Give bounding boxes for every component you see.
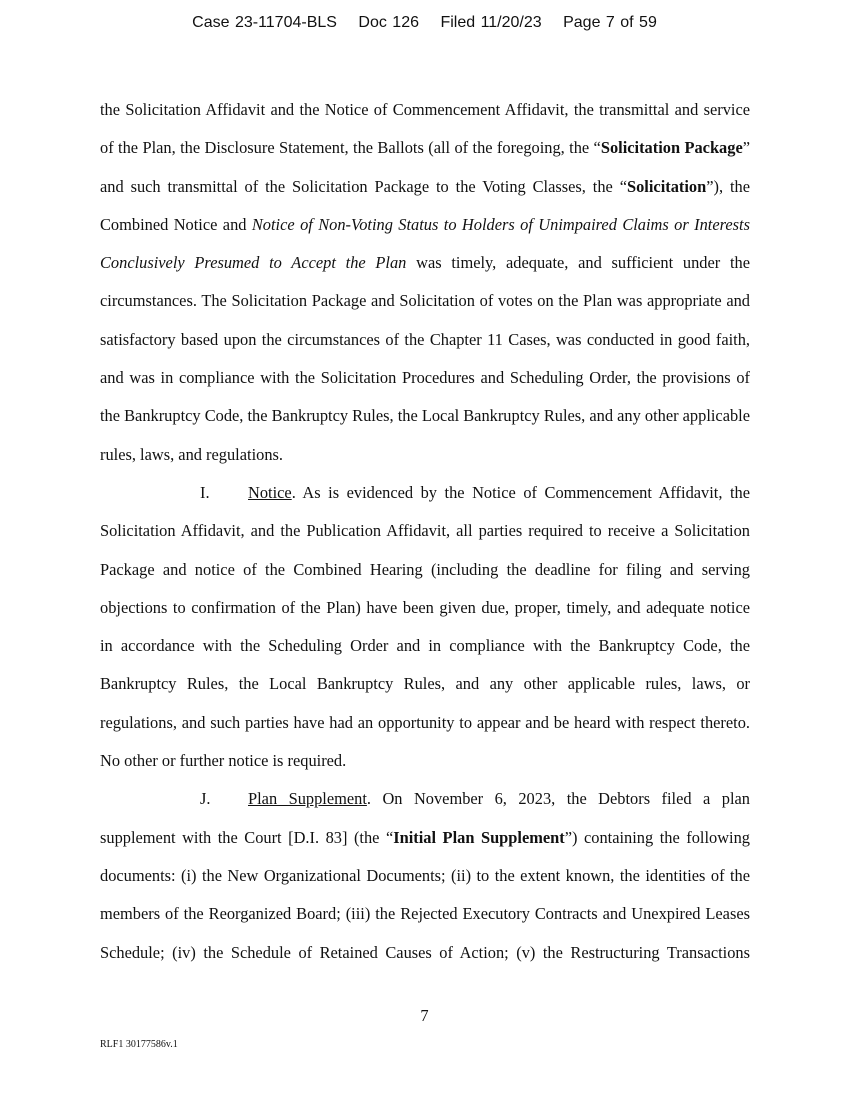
section-heading: Notice <box>248 482 292 502</box>
text-segment: in accordance with the Scheduling Order and in compliance with the Bankruptcy Code, the <box>100 636 750 656</box>
text-line <box>100 436 750 474</box>
defined-term: Solicitation <box>627 176 707 196</box>
text-line <box>100 704 750 742</box>
text-segment: members of the Reorganized Board; (iii) the Rejected Executory Contracts and Unexpired Leases <box>100 904 750 924</box>
text-line <box>100 282 750 320</box>
filing-header <box>0 14 849 32</box>
text-segment: regulations, and such parties have had an opportunity to appear and be heard with respect thereto. <box>100 712 750 732</box>
text-segment: Solicitation Affidavit, and the Publication Affidavit, all parties required to receive a Solicitation <box>100 521 750 541</box>
text-line <box>100 168 750 206</box>
doc-number: Doc 126 <box>358 14 419 31</box>
paragraph-j <box>100 780 750 971</box>
text-line <box>100 551 750 589</box>
section-number: I. <box>200 482 210 502</box>
text-segment: Schedule; (iv) the Schedule of Retained Causes of Action; (v) the Restructuring Transactions <box>100 942 750 962</box>
case-number: Case 23-11704-BLS <box>192 14 337 31</box>
text-line <box>100 589 750 627</box>
page-count: Page 7 of 59 <box>563 14 657 31</box>
italic-title: Conclusively Presumed to Accept the Plan <box>100 253 407 273</box>
italic-title: Notice of Non-Voting Status to Holders of Unimpaired Claims or Interests <box>251 214 750 234</box>
text-segment: satisfactory based upon the circumstances of the Chapter 11 Cases, was conducted in good faith, <box>100 329 750 349</box>
text-line <box>100 819 750 857</box>
document-body <box>100 91 750 972</box>
text-segment: ”), the <box>706 176 750 196</box>
text-line <box>100 857 750 895</box>
text-segment: documents: (i) the New Organizational Documents; (ii) to the extent known, the identities of the <box>100 865 750 885</box>
text-line <box>100 206 750 244</box>
section-number: J. <box>200 789 211 809</box>
defined-term: Initial Plan Supplement <box>393 827 565 847</box>
text-segment: ” <box>742 138 750 158</box>
text-line <box>100 91 750 129</box>
text-segment: the Solicitation Affidavit and the Notice of Commencement Affidavit, the transmittal and service <box>100 100 750 119</box>
text-segment: . On November 6, 2023, the Debtors filed a plan <box>366 789 750 809</box>
page-number: 7 <box>420 1006 429 1025</box>
text-line <box>100 512 750 550</box>
text-line <box>100 129 750 167</box>
text-line <box>100 895 750 933</box>
text-line <box>100 397 750 435</box>
text-line <box>100 780 750 818</box>
text-line <box>100 321 750 359</box>
paragraph-i <box>100 474 750 780</box>
text-segment: supplement with the Court [D.I. 83] (the “ <box>100 827 394 847</box>
document-id-footer: RLF1 30177586v.1 <box>100 1039 178 1050</box>
text-line <box>100 244 750 282</box>
text-line <box>100 665 750 703</box>
text-segment: circumstances. The Solicitation Package and Solicitation of votes on the Plan was appropriate and <box>100 291 750 311</box>
text-line <box>100 627 750 665</box>
text-segment: Bankruptcy Rules, the Local Bankruptcy Rules, and any other applicable rules, laws, or <box>100 674 750 694</box>
text-segment: . As is evidenced by the Notice of Commencement Affidavit, the <box>291 482 750 502</box>
text-segment: of the Plan, the Disclosure Statement, the Ballots (all of the foregoing, the “ <box>100 138 601 158</box>
text-segment: Package and notice of the Combined Hearing (including the deadline for filing and serving <box>100 559 750 579</box>
text-line <box>100 934 750 972</box>
text-segment: Combined Notice and <box>100 214 252 234</box>
text-segment: and was in compliance with the Solicitation Procedures and Scheduling Order, the provisions of <box>100 368 750 388</box>
text-segment: objections to confirmation of the Plan) have been given due, proper, timely, and adequate notice <box>100 597 750 617</box>
text-segment: ”) containing the following <box>564 827 750 847</box>
defined-term: Solicitation Package <box>600 138 743 158</box>
paragraph <box>100 91 750 474</box>
text-segment: No other or further notice is required. <box>100 751 347 771</box>
text-segment: rules, laws, and regulations. <box>100 444 283 464</box>
filed-date: Filed 11/20/23 <box>440 14 542 31</box>
text-segment: and such transmittal of the Solicitation Package to the Voting Classes, the “ <box>100 176 627 196</box>
text-segment: the Bankruptcy Code, the Bankruptcy Rules, the Local Bankruptcy Rules, and any other applicable <box>100 406 750 426</box>
section-heading: Plan Supplement <box>248 789 367 809</box>
text-line <box>100 742 750 780</box>
text-segment: was timely, adequate, and sufficient under the <box>406 253 750 273</box>
text-line <box>100 359 750 397</box>
text-line <box>100 474 750 512</box>
